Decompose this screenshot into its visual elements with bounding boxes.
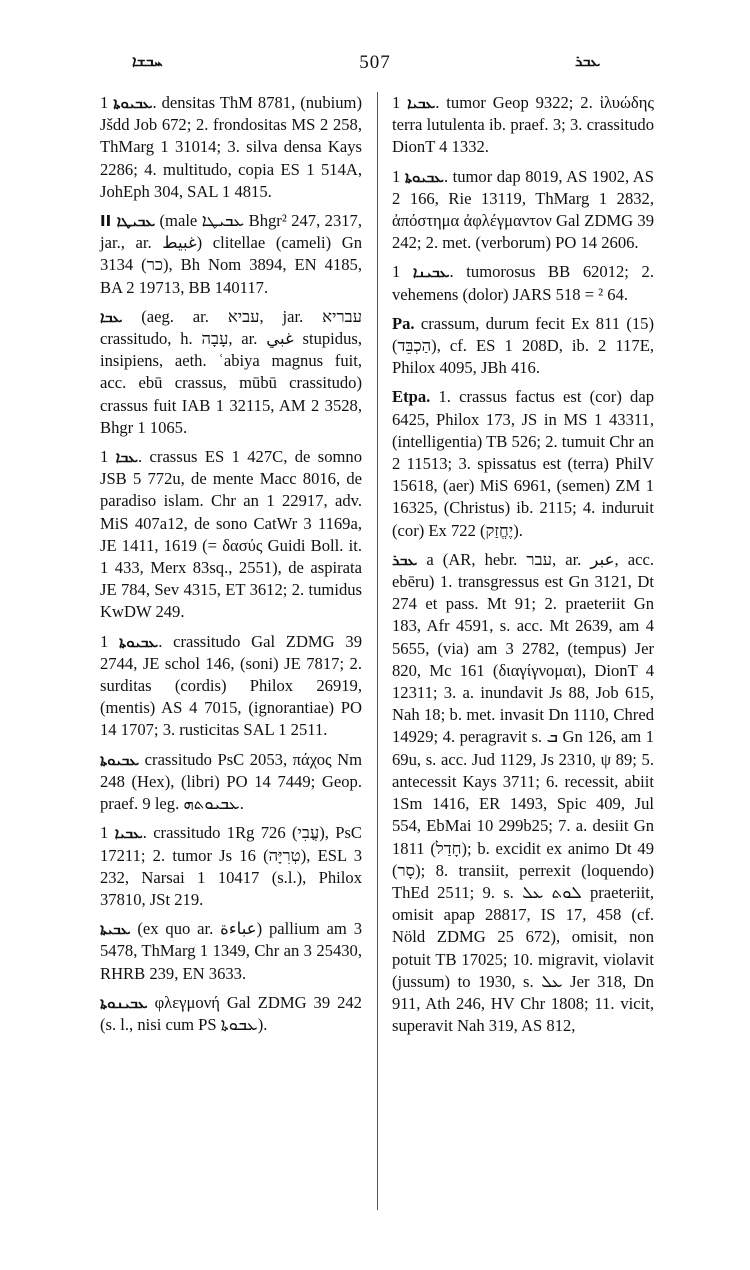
dictionary-entry xyxy=(392,92,654,159)
entry-text: 1. tumor Geop 9322; 2. ἰλυώδης terra lutulenta ib. praef. 3; 3. crassitudo DionT 4 1332. xyxy=(392,93,654,157)
headword: ܥܒܝܐ xyxy=(407,94,436,112)
dictionary-entry xyxy=(100,631,362,742)
headword: ܥܒܝܘܬܐ xyxy=(100,750,140,769)
running-head-right: ܥܒܪ xyxy=(575,52,601,70)
dictionary-entry xyxy=(100,749,362,816)
entry-text: crassum, durum fecit Ex 811 (15) (הַכְבֵּד), cf. ES 1 208D, ib. 2 117E, Philox 4095, JBh 416. xyxy=(392,313,654,378)
headword: ܥܒܝܘܬܐ xyxy=(404,167,444,186)
dictionary-entry xyxy=(392,386,654,541)
page-header xyxy=(0,52,750,82)
dictionary-entry xyxy=(100,992,362,1036)
entry-text: 1. crassitudo Gal ZDMG 39 2744, JE schol 146, (soni) JE 7817; 2. surditas (cordis) Philox 26919, (mentis) AS 4 7015, (ignorantiae) PO 14 1707; 3. rusticitas SAL 1 2511. xyxy=(100,631,362,740)
stem-label: Etpa. xyxy=(392,387,431,407)
headword: ܥܒܪ xyxy=(392,550,418,569)
entry-text: 1. crassus factus est (cor) dap 6425, Philox 173, JS in MS 1 43311, (intelligentia) TB 526; 2. tumuit Chr an 2 11513; 3. spissatus est (terra) PhilV 15618, (aer) MiS 6961, (semen) ZM 1 16325, (Christus) ib. 2115; 4. induruit (cor) Ex 722 (יֶחֱזַק). xyxy=(392,387,654,540)
dictionary-entry xyxy=(100,918,362,985)
right-column xyxy=(392,92,654,1044)
dictionary-entry xyxy=(392,261,654,305)
dictionary-entry xyxy=(100,822,362,911)
headword: ܥܒܝܐ xyxy=(114,824,143,843)
headword: ܥܒܝܢܘܬܐ xyxy=(100,993,148,1012)
dictionary-entry xyxy=(100,306,362,439)
entry-text: (male ܥܒܝܛܐ Bhgr² 247, 2317, jar., ar. غبيط) clitellae (cameli) Gn 3134 (כר), Bh Nom 3894, EN 4185, BA 2 19713, BB 140117. xyxy=(100,211,362,297)
headword: ܥܒܐ xyxy=(100,307,123,326)
entry-text: (ex quo ar. عباءة) pallium am 3 5478, ThMarg 1 1349, Chr an 3 25430, RHRB 239, EN 3633. xyxy=(100,919,362,983)
left-column xyxy=(100,92,362,1043)
entry-text: (aeg. ar. עביא, jar. עבריא crassitudo, h. עָבָה, ar. غبي stupidus, insipiens, aeth. ʿabiya magnus fuit, acc. ebū crassus, mūbū crassitudo) crassus fuit IAB 1 32115, AM 2 3528, Bhgr 1 1065. xyxy=(100,306,362,437)
dictionary-entry xyxy=(100,446,362,624)
dictionary-entry xyxy=(392,166,654,255)
headword: ܥܒܝܘܬܐ xyxy=(113,94,153,112)
entry-text: 1. densitas ThM 8781, (nubium) Jšdd Job 672; 2. frondositas MS 2 258, ThMarg 1 31014; 3. silva densa Kays 2286; 4. multitudo, copia ES 1 514A, JohEph 304, SAL 1 4815. xyxy=(100,93,362,201)
page-number: 507 xyxy=(359,52,391,73)
headword: ܥܒܝܬܐ xyxy=(100,920,131,939)
headword: ܥܒܐ xyxy=(115,448,139,467)
entry-text: a (AR, hebr. עבר, ar. عبر, acc. ebēru) 1. transgressus est Gn 3121, Dt 274 et pass. Mt 91; 2. praeteriit Gn 183, Afr 4591, s. acc. Mt 2639, am 4 5655, (via) am 3 2782, (tempus) Jer 820, Mc 161 (διαγίγνομαι), DionT 4 12311; 3. a. inundavit Js 88, Job 615, Nah 18; b. met. invasit Dn 1110, Chred 14929; 4. peragravit s. ܒ Gn 126, am 1 69u, s. acc. Jud 1129, Js 2310, ψ 89; 5. antecessit Kays 3711; 6. recessit, abiit 1Sm 1416, ER 1493, Spic 409, Jul 554, EbMai 10 299b25; 7. a. desiit Gn 1811 (חָדַל); b. excidit ex animo Dt 49 (סָר); 8. transiit, perrexit (loquendo) ThEd 2511; 9. s. ܠܘܬ ܥܠ praeteriit, omisit apap 28817, IS 17, 458 (cf. Nöld ZDMG 25 672), omisit, non potuit TB 17025; 10. migravit, violavit (jussum) to 1930, s. ܥܠ Jer 318, Dn 911, Ath 246, HV Chr 1808; 11. vicit, superavit Nah 319, AS 812, xyxy=(392,549,655,1036)
headword: ܥܒܝܢܐ xyxy=(412,263,450,282)
entry-text: crassitudo PsC 2053, πάχος Nm 248 (Hex), (libri) PO 14 7449; Geop. praef. 9 leg. ܥܒܝܘܬܗ. xyxy=(100,749,362,814)
stem-label: Pa. xyxy=(392,313,415,333)
entry-text: 1. crassus ES 1 427C, de somno JSB 5 772u, de mente Macc 8016, de paradiso islam. Chr an 1 22917, adv. MiS 407a12, de sono CatWr 3 1169a, JE 1411, 1619 (= δασύς Guidi Boll. it. 1 433, Merx 83sq., 2551), de aspirata JE 784, Sev 4315, ET 3612; 2. tumidus KwDW 249. xyxy=(100,447,362,622)
dictionary-entry xyxy=(392,549,654,1037)
entry-text: 1. tumor dap 8019, AS 1902, AS 2 166, Rie 13119, ThMarg 1 2832, ἀπόστημα ἀφλέγμαντον Gal ZDMG 39 242; 2. met. (verborum) PO 14 2606. xyxy=(392,166,654,253)
dictionary-entry xyxy=(100,92,362,203)
entry-text: 1. tumorosus BB 62012; 2. vehemens (dolor) JARS 518 = ² 64. xyxy=(392,262,654,304)
entry-text: 1. crassitudo 1Rg 726 (עֳבִי), PsC 17211; 2. tumor Js 16 (טְרִיָּה), ESL 3 232, Narsai 1 10417 (s.l.), Philox 37810, JSt 219. xyxy=(100,823,362,909)
entry-text: φλεγμονή Gal ZDMG 39 242 (s. l., nisi cum PS ܥܒܘܬܐ). xyxy=(100,992,362,1034)
dictionary-entry xyxy=(100,210,362,299)
running-head-left: ܚܒܫܐ xyxy=(132,52,163,70)
headword: ܥܒܝܘܬܐ xyxy=(119,632,159,651)
column-divider xyxy=(377,92,378,1210)
headword: II ܥܒܝܛܐ xyxy=(100,212,156,231)
dictionary-entry xyxy=(392,313,654,380)
